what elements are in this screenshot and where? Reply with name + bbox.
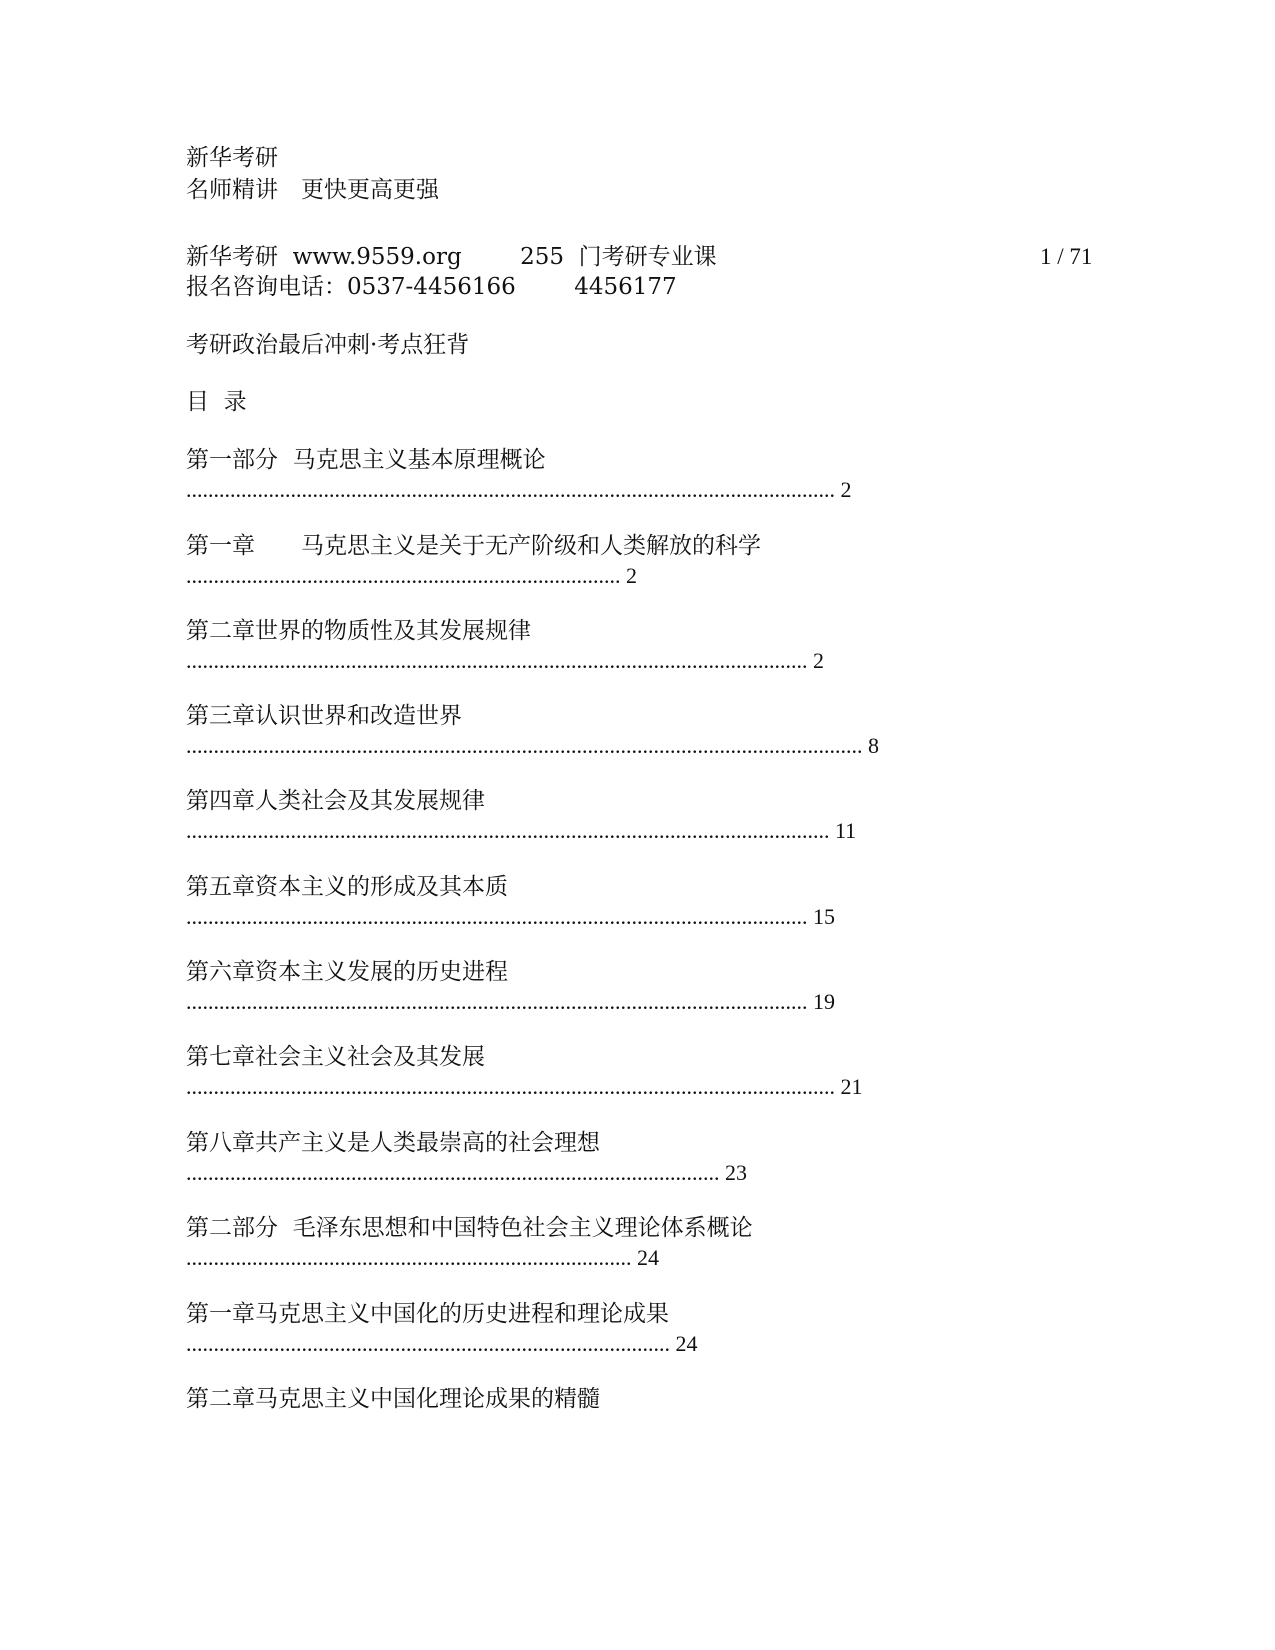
toc-entry-page: 2 <box>807 648 824 673</box>
toc-dot-leader: ................................................................................................. <box>186 1160 720 1185</box>
toc-entry-leader <box>186 647 824 675</box>
toc-entry-title[interactable]: 第一章马克思主义中国化的历史进程和理论成果 <box>186 1301 669 1327</box>
header-line-1: 新华考研 www.9559.org 255 门考研专业课 <box>186 244 717 270</box>
toc-entry-leader <box>186 1330 698 1358</box>
toc-entry-leader <box>186 562 637 590</box>
toc-dot-leader: ............................................................................... <box>186 563 621 588</box>
toc-entry-leader <box>186 903 835 931</box>
toc-dot-leader: ................................................................................................................. <box>186 904 808 929</box>
toc-entry-page: 8 <box>862 733 879 758</box>
toc-entry-page: 21 <box>835 1074 863 1099</box>
header-line-2: 报名咨询电话：0537-4456166 4456177 <box>186 274 677 300</box>
toc-entry-title[interactable]: 第三章认识世界和改造世界 <box>186 703 462 729</box>
toc-dot-leader: ........................................................................................................................... <box>186 733 863 758</box>
toc-entry-title[interactable]: 第二章马克思主义中国化理论成果的精髓 <box>186 1386 600 1412</box>
toc-entry-title[interactable]: 第二部分 毛泽东思想和中国特色社会主义理论体系概论 <box>186 1215 753 1241</box>
header-brand: 新华考研 <box>186 145 278 171</box>
toc-dot-leader: ................................................................................................................. <box>186 648 808 673</box>
toc-entry-page: 2 <box>835 477 852 502</box>
document-title: 考研政治最后冲刺·考点狂背 <box>186 332 470 358</box>
toc-entry-title[interactable]: 第一章 马克思主义是关于无产阶级和人类解放的科学 <box>186 533 761 559</box>
toc-dot-leader: ...................................................................................................................... <box>186 477 835 502</box>
toc-entry-title[interactable]: 第一部分 马克思主义基本原理概论 <box>186 447 546 473</box>
toc-entry-page: 24 <box>670 1331 698 1356</box>
toc-entry-title[interactable]: 第六章资本主义发展的历史进程 <box>186 959 508 985</box>
toc-entry-page: 11 <box>829 818 857 843</box>
toc-entry-leader <box>186 732 879 760</box>
toc-dot-leader: ........................................................................................ <box>186 1331 670 1356</box>
header-slogan: 名师精讲 更快更高更强 <box>186 177 439 203</box>
toc-entry-title[interactable]: 第二章世界的物质性及其发展规律 <box>186 618 531 644</box>
toc-entry-page: 23 <box>719 1160 747 1185</box>
toc-dot-leader: ..................................................................................................................... <box>186 818 830 843</box>
toc-entry-leader <box>186 1244 659 1272</box>
toc-entry-leader <box>186 1073 863 1101</box>
toc-entry-leader <box>186 988 835 1016</box>
toc-entry-title[interactable]: 第四章人类社会及其发展规律 <box>186 788 485 814</box>
toc-entry-title[interactable]: 第七章社会主义社会及其发展 <box>186 1044 485 1070</box>
toc-entry-page: 19 <box>807 989 835 1014</box>
toc-entry-page: 15 <box>807 904 835 929</box>
toc-entry-title[interactable]: 第五章资本主义的形成及其本质 <box>186 874 508 900</box>
toc-entry-leader <box>186 1159 747 1187</box>
toc-entry-leader <box>186 476 852 504</box>
page-indicator: 1 / 71 <box>1040 244 1093 269</box>
toc-entry-page: 24 <box>631 1245 659 1270</box>
toc-entry-leader <box>186 817 856 845</box>
toc-entry-title[interactable]: 第八章共产主义是人类最崇高的社会理想 <box>186 1130 600 1156</box>
toc-heading: 目 录 <box>186 389 247 415</box>
toc-dot-leader: ...................................................................................................................... <box>186 1074 835 1099</box>
toc-dot-leader: ................................................................................. <box>186 1245 632 1270</box>
toc-dot-leader: ................................................................................................................. <box>186 989 808 1014</box>
toc-entry-page: 2 <box>620 563 637 588</box>
